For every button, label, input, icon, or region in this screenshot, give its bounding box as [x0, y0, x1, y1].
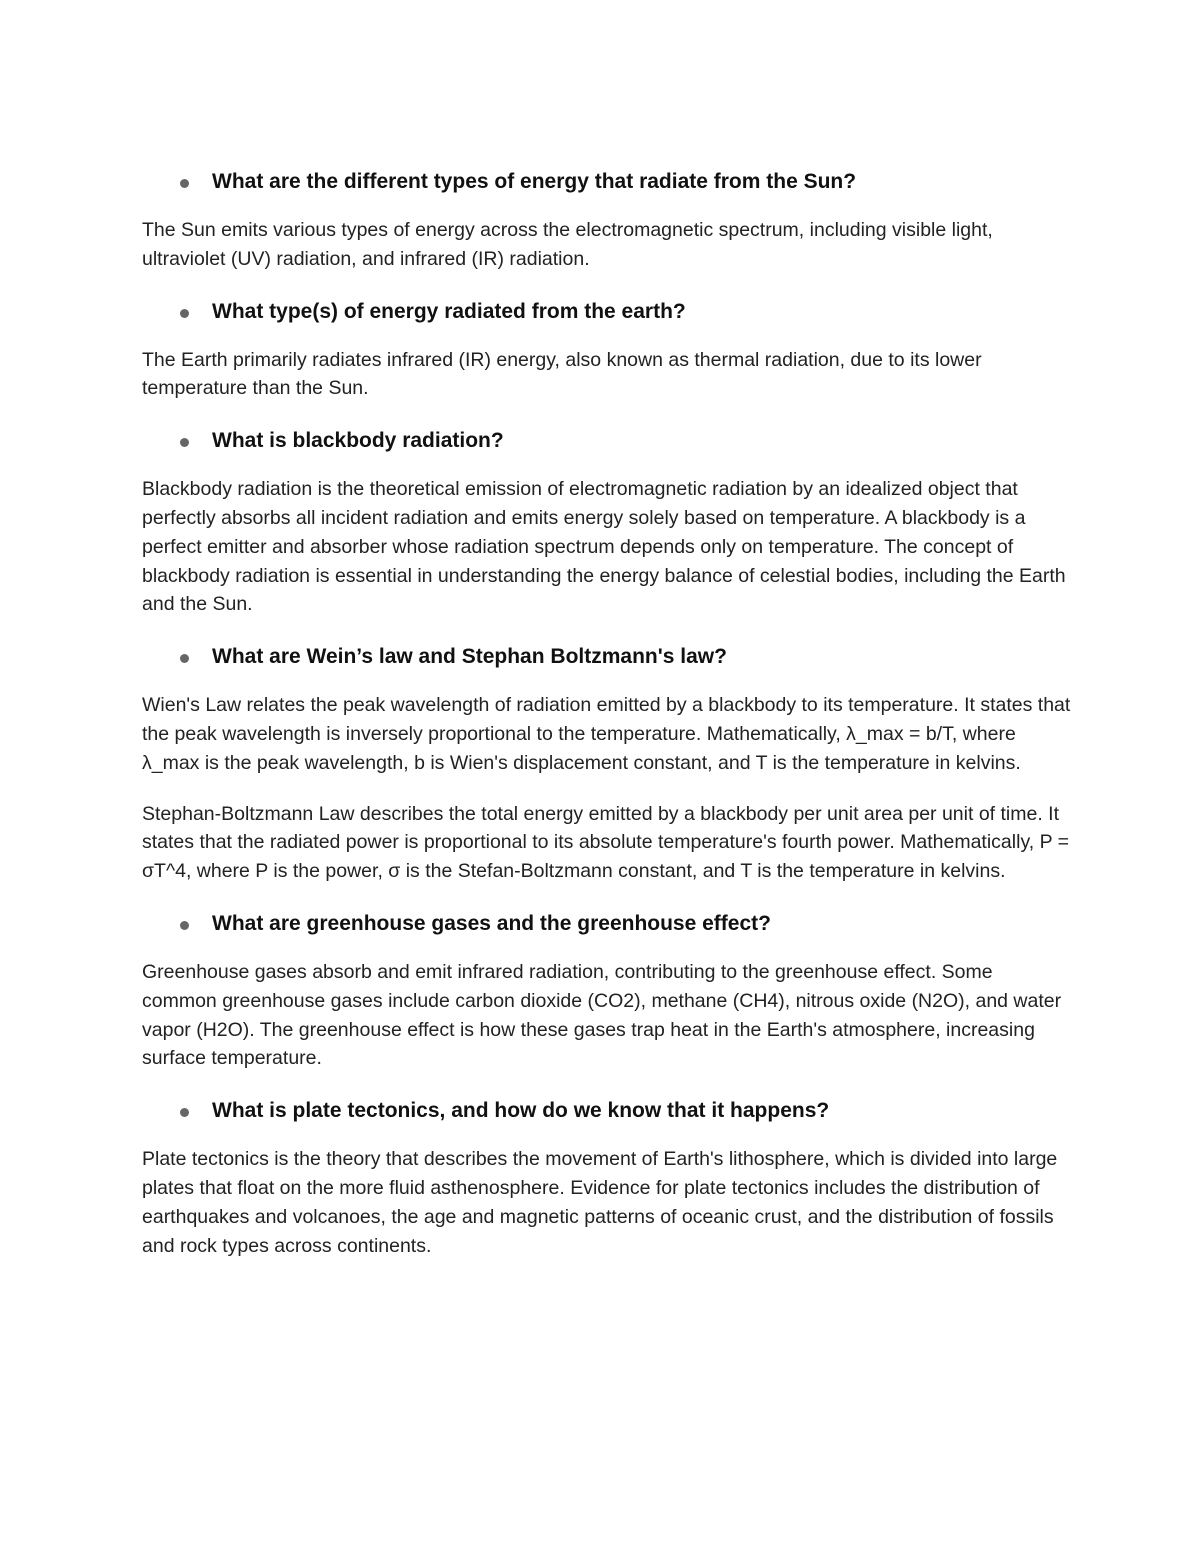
answer-paragraph: Blackbody radiation is the theoretical emission of electromagnetic radiation by an idealized object that perfectly absorbs all incident radiation and emits energy solely based on temperature. A blackbody is a perfect emitter and absorber whose radiation spectrum depends only on temperature. The concept of blackbody radiation is essential in understanding the energy balance of celestial bodies, including the Earth and the Sun.	[142, 478, 1066, 616]
bullet-icon	[180, 921, 189, 930]
answer-paragraph: Plate tectonics is the theory that describes the movement of Earth's lithosphere, which is divided into large plates that float on the more fluid asthenosphere. Evidence for plate tectonics includes the distribution of earthquakes and volcanoes, the age and magnetic patterns of oceanic crust, and the distribution of fossils and rock types across continents.	[142, 1148, 1058, 1257]
question-heading	[142, 425, 1072, 457]
bullet-icon	[180, 179, 189, 188]
bullet-icon	[180, 438, 189, 447]
qa-item	[142, 166, 1072, 274]
qa-item	[142, 296, 1072, 404]
answer-paragraph: The Sun emits various types of energy across the electromagnetic spectrum, including visible light, ultraviolet (UV) radiation, and infrared (IR) radiation.	[142, 219, 993, 270]
answer-paragraph: The Earth primarily radiates infrared (IR) energy, also known as thermal radiation, due to its lower temperature than the Sun.	[142, 348, 982, 400]
bullet-icon	[180, 309, 189, 318]
qa-item	[142, 641, 1072, 886]
question-heading	[142, 166, 1072, 198]
question-text: What are greenhouse gases and the greenhouse effect?	[212, 911, 771, 935]
bullet-icon	[180, 1108, 189, 1117]
question-text: What are the different types of energy that radiate from the Sun?	[212, 170, 857, 193]
qa-item	[142, 425, 1072, 619]
bullet-icon	[180, 654, 189, 663]
qa-item	[142, 1095, 1072, 1260]
question-text: What type(s) of energy radiated from the earth?	[212, 299, 686, 323]
question-heading	[142, 641, 1072, 673]
question-heading	[142, 908, 1072, 940]
document-page	[142, 166, 1072, 1282]
question-heading	[142, 1095, 1072, 1127]
question-text: What is plate tectonics, and how do we know that it happens?	[212, 1099, 830, 1123]
question-heading	[142, 296, 1072, 328]
answer-paragraph: Stephan-Boltzmann Law describes the total energy emitted by a blackbody per unit area per unit of time. It states that the radiated power is proportional to its absolute temperature's fourth power. Mathematically, P = σT^4, where P is the power, σ is the Stefan-Boltzmann constant, and T is the temperature in kelvins.	[142, 802, 1070, 883]
question-text: What is blackbody radiation?	[212, 429, 504, 453]
answer-paragraph: Wien's Law relates the peak wavelength of radiation emitted by a blackbody to its temperature. It states that the peak wavelength is inversely proportional to the temperature. Mathematically, λ_max = b/T, where λ_max is the peak wavelength, b is Wien's displacement constant, and T is the temperature in kelvins.	[142, 694, 1071, 774]
qa-item	[142, 908, 1072, 1073]
answer-paragraph: Greenhouse gases absorb and emit infrared radiation, contributing to the greenhouse effect. Some common greenhouse gases include carbon dioxide (CO2), methane (CH4), nitrous oxide (N2O), and water vapor (H2O). The greenhouse effect is how these gases trap heat in the Earth's atmosphere, increasing surface temperature.	[142, 960, 1062, 1070]
question-text: What are Wein’s law and Stephan Boltzmann's law?	[212, 645, 727, 669]
